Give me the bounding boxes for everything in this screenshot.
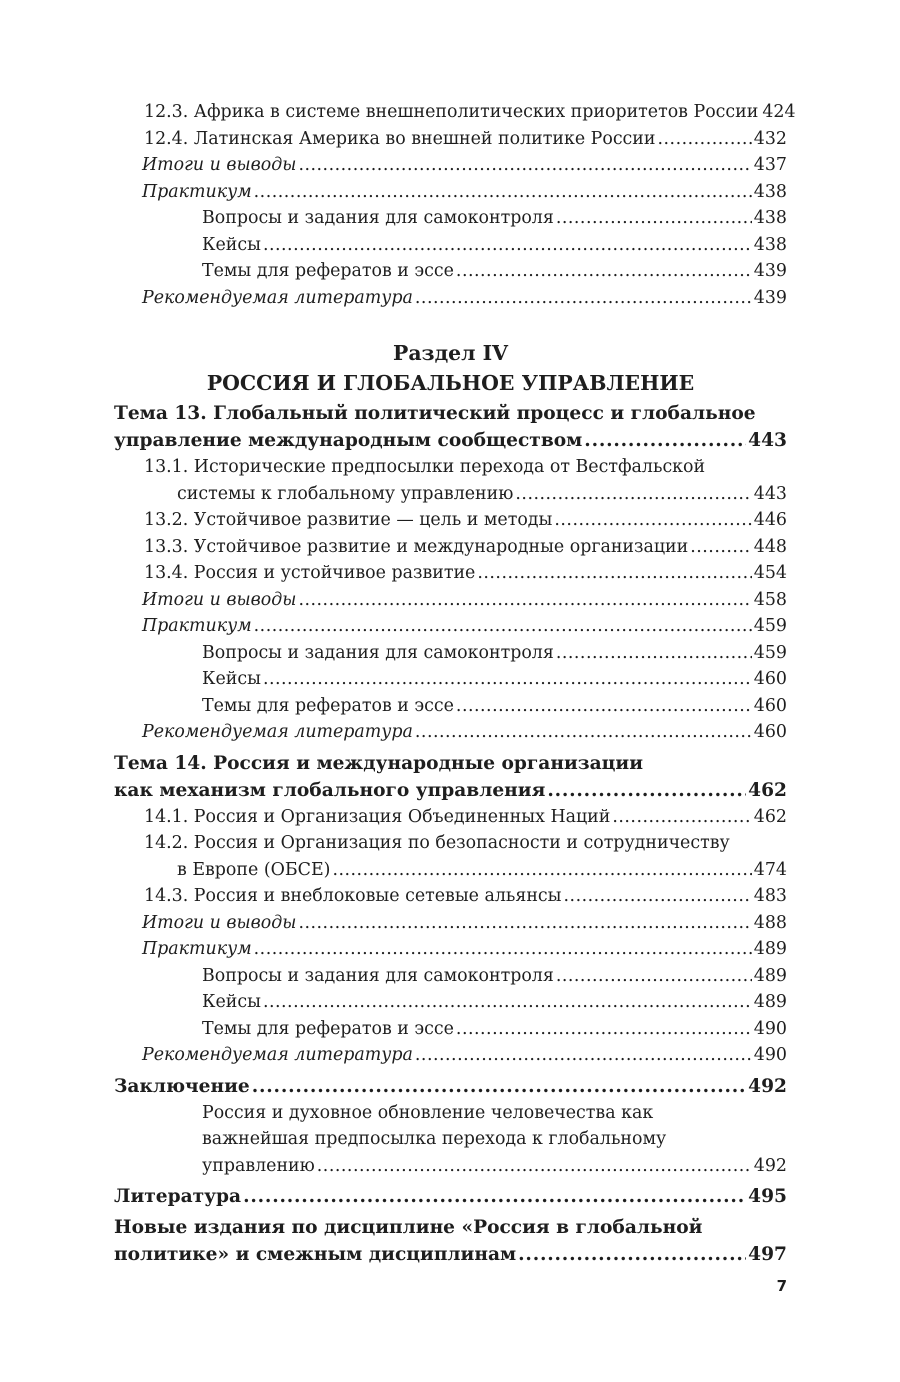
toc-conclusion[interactable]: Заключение ..... 492 [114, 1073, 787, 1100]
toc-entry[interactable]: 13.1. Исторические предпосылки перехода от Вестфальской системы к глобальному управлению ..... 443 [114, 454, 787, 507]
toc-entry[interactable]: Кейсы ..... 438 [202, 232, 787, 259]
toc-entry[interactable]: Итоги и выводы ..... 488 [142, 910, 787, 937]
page-ref: 495 [748, 1186, 787, 1207]
page-ref: 446 [753, 510, 787, 530]
page-ref: 438 [753, 234, 787, 255]
page-ref: 474 [753, 859, 787, 880]
toc-entry[interactable]: Вопросы и задания для самоконтроля ..... 489 [202, 963, 787, 990]
toc-entry[interactable]: 14.3. Россия и внеблоковые сетевые альянсы ..... 483 [144, 883, 787, 910]
toc-entry[interactable]: Рекомендуемая литература ..... 490 [142, 1042, 787, 1069]
page-ref: 448 [753, 536, 787, 557]
toc-entry[interactable]: 14.1. Россия и Организация Объединенных Наций ..... 462 [144, 804, 787, 831]
toc-topic-13[interactable]: Тема 13. Глобальный политический процесс и глобальное управление международным сообществом ..... 443 [114, 400, 787, 454]
toc-entry[interactable]: Рекомендуемая литература ..... 460 [142, 719, 787, 746]
section-heading [114, 338, 787, 398]
toc-entry[interactable]: Практикум ..... 489 [142, 936, 787, 963]
page-ref: 460 [753, 669, 787, 689]
page-number: 7 [776, 1277, 787, 1295]
toc-entry[interactable]: 13.2. Устойчивое развитие — цель и методы ..... 446 [144, 507, 787, 534]
page-ref: 492 [748, 1075, 787, 1097]
page-ref: 490 [753, 1018, 787, 1039]
page-ref: 489 [753, 939, 787, 959]
page-ref: 489 [753, 992, 787, 1012]
page-ref: 437 [753, 155, 787, 175]
toc-new-editions[interactable]: Новые издания по дисциплине «Россия в глобальной политике» и смежным дисциплинам ..... 497 [114, 1214, 787, 1268]
page-ref: 488 [753, 912, 787, 933]
toc-entry[interactable]: 12.4. Латинская Америка во внешней политике России ..... 432 [144, 126, 787, 153]
toc-entry[interactable]: 14.2. Россия и Организация по безопасности и сотрудничеству в Европе (ОБСЕ) ..... 474 [114, 830, 787, 883]
toc-entry[interactable]: 12.3. Африка в системе внешнеполитических приоритетов России 424 [144, 99, 787, 126]
page-ref: 424 [762, 102, 796, 122]
page-ref: 438 [753, 208, 787, 228]
page-ref: 489 [753, 965, 787, 986]
page-ref: 492 [753, 1155, 787, 1176]
page-ref: 490 [753, 1045, 787, 1065]
page-ref: 497 [748, 1244, 787, 1265]
page-ref: 462 [753, 806, 787, 827]
toc-topic-14[interactable]: Тема 14. Россия и международные организации как механизм глобального управления ..... 462 [114, 750, 787, 804]
toc-entry[interactable]: Россия и духовное обновление человечества как важнейшая предпосылка перехода к глобальному управлению ..... 492 [114, 1100, 787, 1180]
page-ref: 443 [753, 483, 787, 504]
page-ref: 483 [753, 886, 787, 906]
section-title: РОССИЯ И ГЛОБАЛЬНОЕ УПРАВЛЕНИЕ [206, 371, 695, 395]
page-ref: 458 [753, 589, 787, 610]
toc-entry[interactable]: Итоги и выводы ..... 458 [142, 587, 787, 614]
toc-entry[interactable]: Темы для рефератов и эссе ..... 490 [202, 1016, 787, 1043]
toc-entry[interactable]: Вопросы и задания для самоконтроля ..... 459 [202, 640, 787, 667]
toc-entry[interactable]: Рекомендуемая литература ..... 439 [142, 285, 787, 312]
toc-entry[interactable]: Кейсы ..... 489 [202, 989, 787, 1016]
toc-entry[interactable]: Вопросы и задания для самоконтроля ..... 438 [202, 205, 787, 232]
toc-entry[interactable]: Темы для рефератов и эссе ..... 460 [202, 693, 787, 720]
page-ref: 460 [753, 695, 787, 716]
toc-literature[interactable]: Литература ..... 495 [114, 1183, 787, 1210]
page-ref: 432 [753, 128, 787, 149]
page-ref: 454 [753, 563, 787, 583]
toc-entry[interactable]: Итоги и выводы ..... 437 [142, 152, 787, 179]
page-ref: 443 [748, 430, 787, 451]
toc-entry[interactable]: Практикум ..... 438 [142, 179, 787, 206]
page-ref: 439 [753, 287, 787, 308]
toc-entry[interactable]: Кейсы ..... 460 [202, 666, 787, 693]
page-ref: 438 [753, 181, 787, 202]
toc-entry[interactable]: 13.3. Устойчивое развитие и международные организации ..... 448 [144, 534, 787, 561]
page-ref: 439 [753, 261, 787, 281]
table-of-contents [114, 99, 796, 1268]
page-ref: 459 [753, 616, 787, 636]
toc-entry[interactable]: 13.4. Россия и устойчивое развитие ..... 454 [144, 560, 787, 587]
toc-entry[interactable]: Практикум ..... 459 [142, 613, 787, 640]
page-ref: 460 [753, 722, 787, 742]
section-label: Раздел IV [393, 341, 508, 365]
toc-entry[interactable]: Темы для рефератов и эссе ..... 439 [202, 258, 787, 285]
page-ref: 459 [753, 642, 787, 663]
page-ref: 462 [748, 779, 787, 801]
